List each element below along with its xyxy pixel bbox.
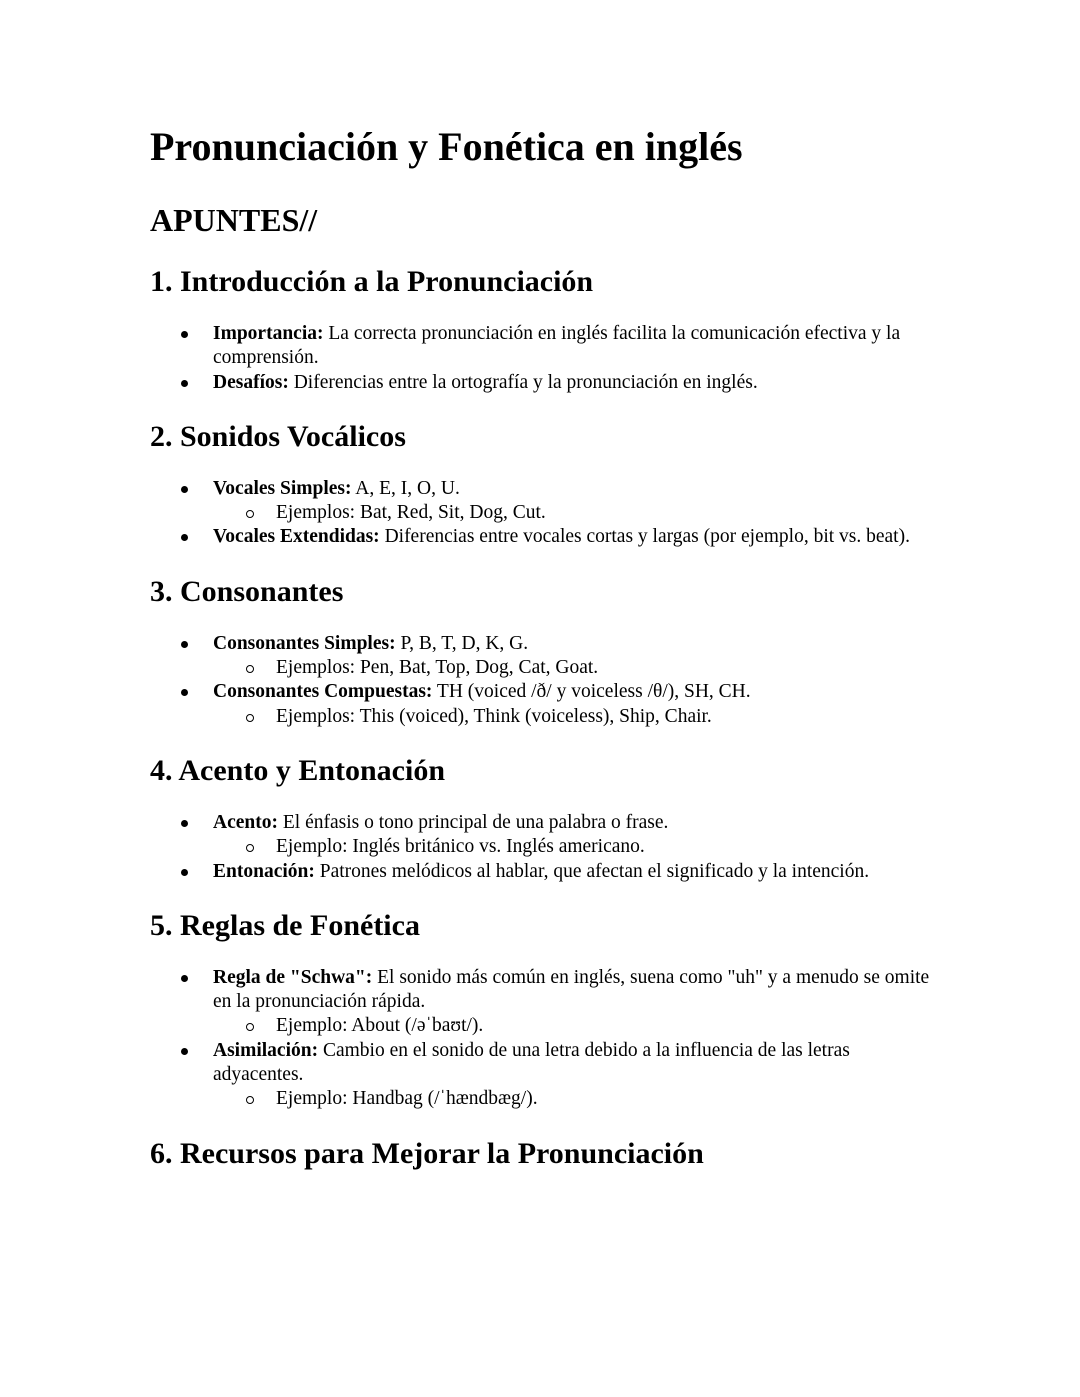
- bullet-icon: [181, 869, 188, 876]
- section-reglas-fonetica: [150, 908, 940, 1112]
- page-title: Pronunciación y Fonética en inglés: [150, 124, 743, 169]
- bullet-icon: [181, 975, 188, 982]
- list-item: [150, 322, 940, 371]
- sub-item-text: Ejemplo: Handbag (/ˈhændbæg/).: [276, 1088, 538, 1110]
- sub-list-item: [213, 1087, 940, 1111]
- sub-list: [213, 705, 940, 729]
- item-text: Cambio en el sonido de una letra debido a la influencia de las letras adyacentes.: [213, 1039, 850, 1086]
- sub-list-item: [213, 835, 940, 859]
- bullet-list: [150, 966, 940, 1112]
- sub-list-item: [213, 705, 940, 729]
- item-label: Consonantes Simples:: [213, 632, 396, 654]
- section-consonantes: [150, 574, 940, 729]
- section-introduccion: [150, 264, 940, 395]
- sub-list: [213, 1014, 940, 1038]
- list-item: [150, 1039, 940, 1112]
- document: [150, 122, 940, 1172]
- circle-bullet-icon: [246, 714, 254, 722]
- sub-list: [213, 501, 940, 525]
- list-item: [150, 966, 940, 1039]
- notes-subtitle: APUNTES//: [150, 202, 318, 238]
- item-label: Regla de "Schwa":: [213, 966, 373, 988]
- item-label: Desafíos:: [213, 371, 289, 393]
- list-item: [150, 680, 940, 729]
- section-heading: 3. Consonantes: [150, 574, 344, 608]
- bullet-list: [150, 322, 940, 395]
- circle-bullet-icon: [246, 844, 254, 852]
- bullet-icon: [181, 1048, 188, 1055]
- section-recursos: [150, 1136, 940, 1172]
- list-item: [150, 525, 940, 549]
- bullet-list: [150, 632, 940, 729]
- sub-list-item: [213, 501, 940, 525]
- sub-list: [213, 1087, 940, 1111]
- item-label: Asimilación:: [213, 1039, 319, 1061]
- section-heading: 4. Acento y Entonación: [150, 753, 446, 787]
- section-acento-entonacion: [150, 753, 940, 884]
- bullet-icon: [181, 486, 188, 493]
- list-item: [150, 477, 940, 526]
- item-label: Consonantes Compuestas:: [213, 681, 433, 703]
- list-item: [150, 632, 940, 681]
- sub-item-text: Ejemplos: This (voiced), Think (voiceless), Ship, Chair.: [276, 705, 712, 727]
- item-text: Patrones melódicos al hablar, que afectan el significado y la intención.: [314, 860, 870, 882]
- item-text: Diferencias entre vocales cortas y largas (por ejemplo, bit vs. beat).: [379, 526, 910, 548]
- circle-bullet-icon: [246, 1096, 254, 1104]
- item-label: Vocales Simples:: [213, 477, 352, 499]
- bullet-icon: [181, 641, 188, 648]
- bullet-icon: [181, 331, 188, 338]
- bullet-icon: [181, 820, 188, 827]
- circle-bullet-icon: [246, 510, 254, 518]
- item-text: Diferencias entre la ortografía y la pronunciación en inglés.: [288, 371, 758, 393]
- section-heading: 1. Introducción a la Pronunciación: [150, 265, 594, 298]
- item-label: Entonación:: [213, 860, 315, 882]
- sub-item-text: Ejemplos: Pen, Bat, Top, Dog, Cat, Goat.: [276, 657, 599, 679]
- bullet-icon: [181, 534, 188, 541]
- item-text: P, B, T, D, K, G.: [395, 632, 529, 654]
- sub-list-item: [213, 656, 940, 680]
- sub-item-text: Ejemplos: Bat, Red, Sit, Dog, Cut.: [276, 502, 546, 524]
- list-item: [150, 371, 940, 395]
- item-label: Importancia:: [213, 323, 324, 344]
- section-sonidos-vocalicos: [150, 419, 940, 550]
- item-text: TH (voiced /ð/ y voiceless /θ/), SH, CH.: [432, 681, 751, 703]
- section-heading: 6. Recursos para Mejorar la Pronunciación: [150, 1136, 704, 1170]
- bullet-list: [150, 811, 940, 884]
- item-text: El sonido más común en inglés, suena como "uh" y a menudo se omite en la pronunciación rápida.: [213, 966, 930, 1013]
- list-item: [150, 860, 940, 884]
- circle-bullet-icon: [246, 665, 254, 673]
- list-item: [150, 811, 940, 860]
- item-label: Vocales Extendidas:: [213, 526, 380, 548]
- sub-item-text: Ejemplo: About (/əˈbaʊt/).: [276, 1015, 484, 1037]
- section-heading: 5. Reglas de Fonética: [150, 908, 420, 942]
- bullet-icon: [181, 689, 188, 696]
- circle-bullet-icon: [246, 1023, 254, 1031]
- item-text: El énfasis o tono principal de una palabra o frase.: [277, 811, 669, 833]
- sub-list: [213, 835, 940, 859]
- sub-list-item: [213, 1014, 940, 1038]
- sub-item-text: Ejemplo: Inglés británico vs. Inglés americano.: [276, 836, 645, 858]
- sub-list: [213, 656, 940, 680]
- item-text: La correcta pronunciación en inglés facilita la comunicación efectiva y la comprensión.: [213, 323, 901, 369]
- section-heading: 2. Sonidos Vocálicos: [150, 419, 406, 453]
- item-text: A, E, I, O, U.: [351, 477, 460, 499]
- item-label: Acento:: [213, 811, 278, 833]
- bullet-icon: [181, 380, 188, 387]
- bullet-list: [150, 477, 940, 550]
